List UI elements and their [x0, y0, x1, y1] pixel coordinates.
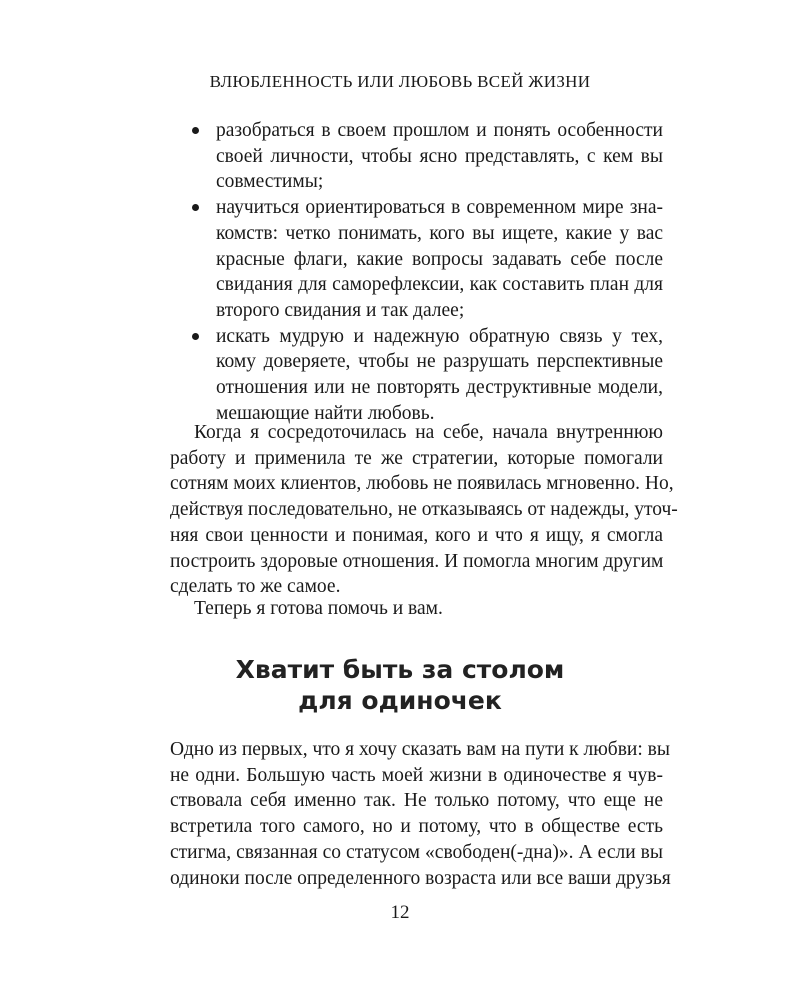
bullet-list	[170, 118, 663, 426]
text-line: ствовала себя именно так. Не только потому, что еще не	[170, 790, 663, 812]
text-line: искать мудрую и надежную обратную связь у тех,	[216, 325, 663, 347]
paragraph	[170, 420, 678, 600]
paragraph	[170, 596, 663, 622]
text-line: одиноки после определенного возраста или все ваши друзья	[170, 867, 671, 889]
section-heading-line: Хватит быть за столом	[235, 655, 565, 684]
text-line: Одно из первых, что я хочу сказать вам на пути к любви: вы	[170, 739, 670, 760]
text-line: комств: четко понимать, кого вы ищете, какие у вас	[216, 222, 663, 244]
text-line: разобраться в своем прошлом и понять особенности	[216, 120, 663, 141]
text-line: действуя последовательно, не отказываясь от надежды, уточ-	[170, 499, 678, 521]
bullet-item	[170, 195, 663, 324]
page-number: 12	[390, 902, 410, 923]
text-line: стигма, связанная со статусом «свободен(-дна)». А если вы	[170, 841, 663, 863]
text-line: Когда я сосредоточилась на себе, начала внутреннюю	[194, 422, 663, 443]
paragraph	[170, 737, 671, 891]
text-line: совместимы;	[216, 171, 324, 193]
text-line: построить здоровые отношения. И помогла многим другим	[170, 550, 664, 572]
text-line: сделать то же самое.	[170, 576, 341, 598]
text-line: своей личности, чтобы ясно представлять, с кем вы	[216, 145, 663, 167]
text-line: второго свидания и так далее;	[216, 299, 465, 321]
text-line: няя свои ценности и понимая, кого и что я ищу, я смогла	[170, 524, 663, 546]
text-line: сотням моих клиентов, любовь не появилась мгновенно. Но,	[170, 473, 674, 495]
text-line: кому доверяете, чтобы не разрушать перспективные	[216, 351, 663, 373]
text-line: не одни. Большую часть моей жизни в одиночестве я чув-	[170, 764, 663, 786]
text-line: встретила того самого, но и потому, что в обществе есть	[170, 816, 663, 838]
text-line: свидания для саморефлексии, как составить план для	[216, 274, 663, 296]
text-line: работу и применила те же стратегии, которые помогали	[170, 447, 663, 469]
text-line: красные флаги, какие вопросы задавать себе после	[216, 248, 663, 270]
text-line: Теперь я готова помочь и вам.	[194, 598, 443, 619]
bullet-item	[170, 118, 663, 195]
bullet-dot-icon	[192, 333, 199, 340]
section-heading	[0, 654, 800, 716]
bullet-dot-icon	[192, 127, 199, 134]
text-line: мешающие найти любовь.	[216, 402, 435, 424]
section-heading-line: для одиночек	[298, 686, 502, 715]
text-line: отношения или не повторять деструктивные модели,	[216, 377, 663, 399]
text-line: научиться ориентироваться в современном мире зна-	[216, 197, 663, 219]
running-header: ВЛЮБЛЕННОСТЬ ИЛИ ЛЮБОВЬ ВСЕЙ ЖИЗНИ	[209, 72, 591, 91]
bullet-item	[170, 324, 663, 427]
bullet-dot-icon	[192, 204, 199, 211]
